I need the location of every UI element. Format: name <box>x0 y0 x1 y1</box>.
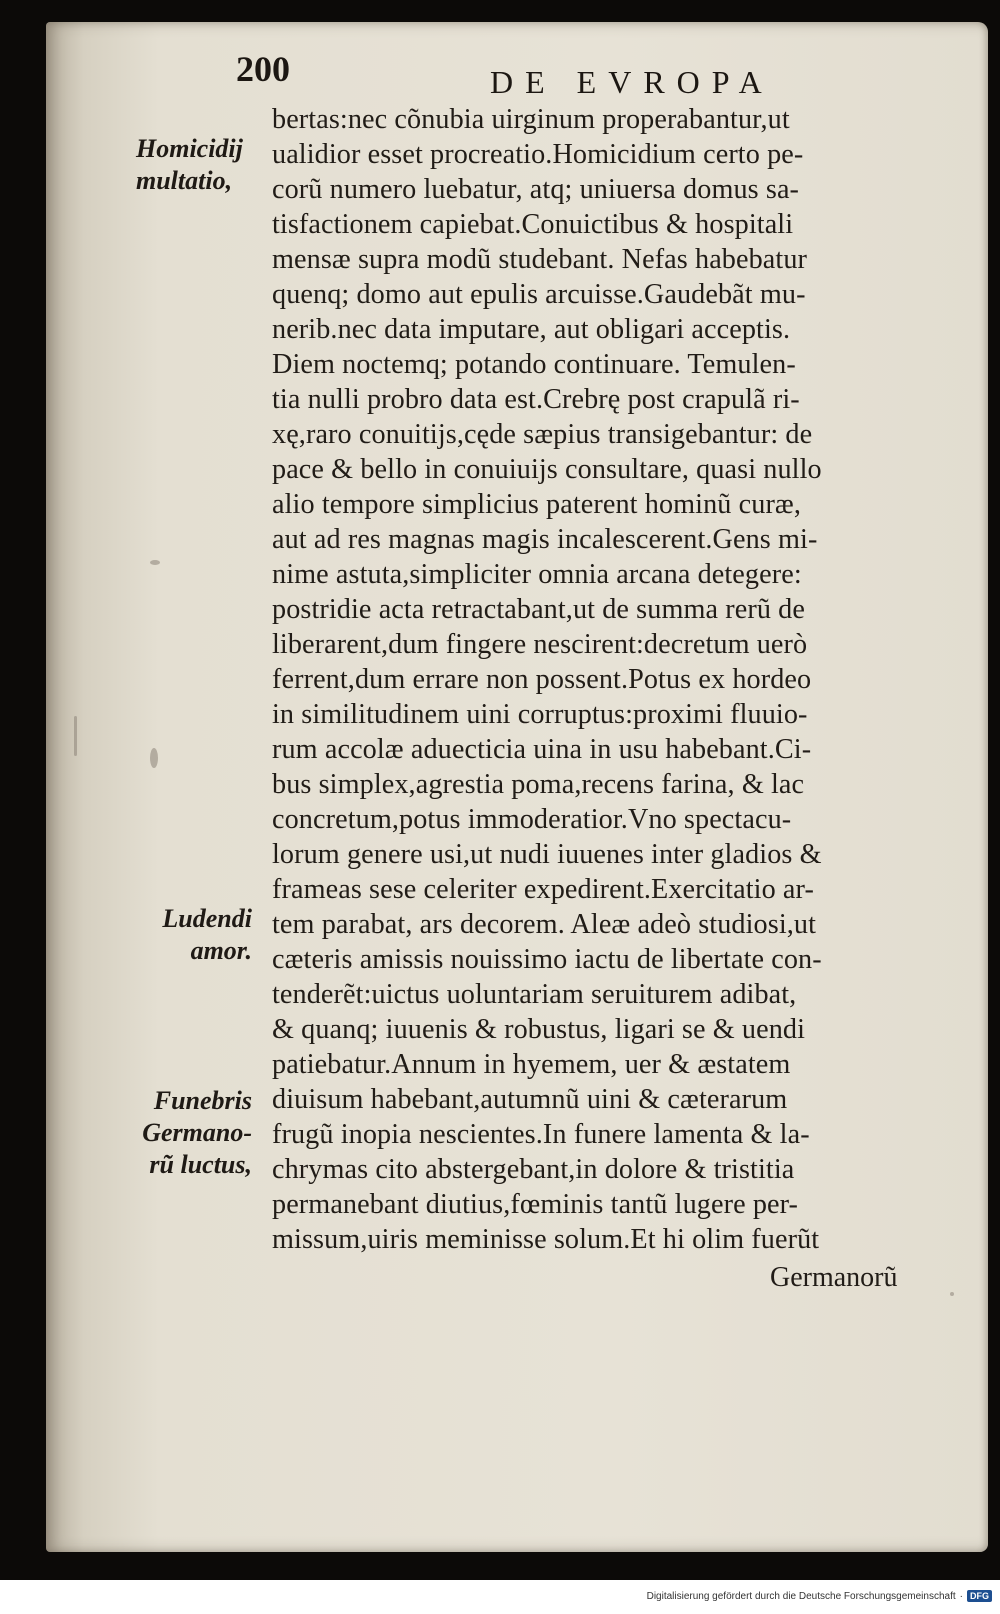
text-line: permanebant diutius,fœminis tantũ lugere per- <box>272 1189 799 1220</box>
text-line: tia nulli probro data est.Crebrę post crapulã ri- <box>272 384 800 415</box>
text-line: tenderẽt:uictus uoluntariam seruiturem adibat, <box>272 979 797 1010</box>
digitization-footer <box>647 1590 992 1602</box>
text-line: in similitudinem uini corruptus:proximi fluuio- <box>272 699 808 730</box>
text-line: bertas:nec cõnubia uirginum properabantur,ut <box>272 104 790 135</box>
text-line: pace & bello in conuiuijs consultare, quasi nullo <box>272 454 822 485</box>
marginal-note-line: Homicidij <box>136 134 243 163</box>
marginal-note-funebris <box>110 1085 252 1181</box>
marginal-note-line: amor. <box>190 936 252 965</box>
paper-speck <box>74 716 77 756</box>
paper-speck <box>150 560 160 565</box>
footer-separator: · <box>959 1590 963 1602</box>
body-text <box>272 102 952 1257</box>
marginal-note-homicidii <box>136 133 243 197</box>
page-number: 200 <box>236 49 290 89</box>
text-line: alio tempore simplicius paterent hominũ curæ, <box>272 489 801 520</box>
marginal-note-line: multatio, <box>136 166 233 195</box>
text-line: nerib.nec data imputare, aut obligari acceptis. <box>272 314 791 345</box>
text-line: lorum genere usi,ut nudi iuuenes inter gladios & <box>272 839 822 870</box>
text-line: postridie acta retractabant,ut de summa rerũ de <box>272 594 805 625</box>
text-line: Diem noctemq; potando continuare. Temulen- <box>272 349 796 380</box>
paper-speck <box>150 748 158 768</box>
text-line: tisfactionem capiebat.Conuictibus & hospitali <box>272 209 794 240</box>
text-line: tem parabat, ars decorem. Aleæ adeò studiosi,ut <box>272 909 817 940</box>
text-line: xę,raro conuitijs,cęde sæpius transigebantur: de <box>272 419 813 450</box>
text-line: chrymas cito abstergebant,in dolore & tristitia <box>272 1154 795 1185</box>
text-line: bus simplex,agrestia poma,recens farina, & lac <box>272 769 805 800</box>
text-line: corũ numero luebatur, atq; uniuersa domus sa- <box>272 174 800 205</box>
text-line: cæteris amissis nouissimo iactu de libertate con- <box>272 944 822 975</box>
text-line: liberarent,dum fingere nescirent:decretum uerò <box>272 629 808 660</box>
text-line: missum,uiris meminisse solum.Et hi olim fuerũt <box>272 1224 820 1255</box>
text-line: patiebatur.Annum in hyemem, uer & æstatem <box>272 1049 791 1080</box>
running-head: DE EVROPA <box>490 64 774 100</box>
footer-credit: Digitalisierung gefördert durch die Deutsche Forschungsgemeinschaft <box>646 1590 956 1602</box>
text-line: mensæ supra modũ studebant. Nefas habebatur <box>272 244 808 275</box>
text-line: nime astuta,simpliciter omnia arcana detegere: <box>272 559 802 590</box>
text-line: quenq; domo aut epulis arcuisse.Gaudebãt mu- <box>272 279 806 310</box>
text-line: ferrent,dum errare non possent.Potus ex hordeo <box>272 664 812 695</box>
paper-speck <box>950 1292 954 1296</box>
text-line: frugũ inopia nescientes.In funere lamenta & la- <box>272 1119 810 1150</box>
marginal-note-ludendi <box>140 903 252 967</box>
marginal-note-line: Germano- <box>142 1118 252 1147</box>
dfg-logo: DFG <box>967 1590 992 1602</box>
text-line: aut ad res magnas magis incalescerent.Gens mi- <box>272 524 818 555</box>
marginal-note-line: Ludendi <box>162 904 252 933</box>
text-line: frameas sese celeriter expedirent.Exercitatio ar- <box>272 874 814 905</box>
text-line: rum accolæ aduecticia uina in usu habebant.Ci- <box>272 734 812 765</box>
text-line: diuisum habebant,autumnũ uini & cæterarum <box>272 1084 788 1115</box>
catchword: Germanorũ <box>770 1262 898 1293</box>
text-line: concretum,potus immoderatior.Vno spectacu- <box>272 804 792 835</box>
marginal-note-line: Funebris <box>153 1086 252 1115</box>
text-line: & quanq; iuuenis & robustus, ligari se & uendi <box>272 1014 806 1045</box>
text-line: ualidior esset procreatio.Homicidium certo pe- <box>272 139 804 170</box>
marginal-note-line: rũ luctus, <box>149 1150 252 1179</box>
